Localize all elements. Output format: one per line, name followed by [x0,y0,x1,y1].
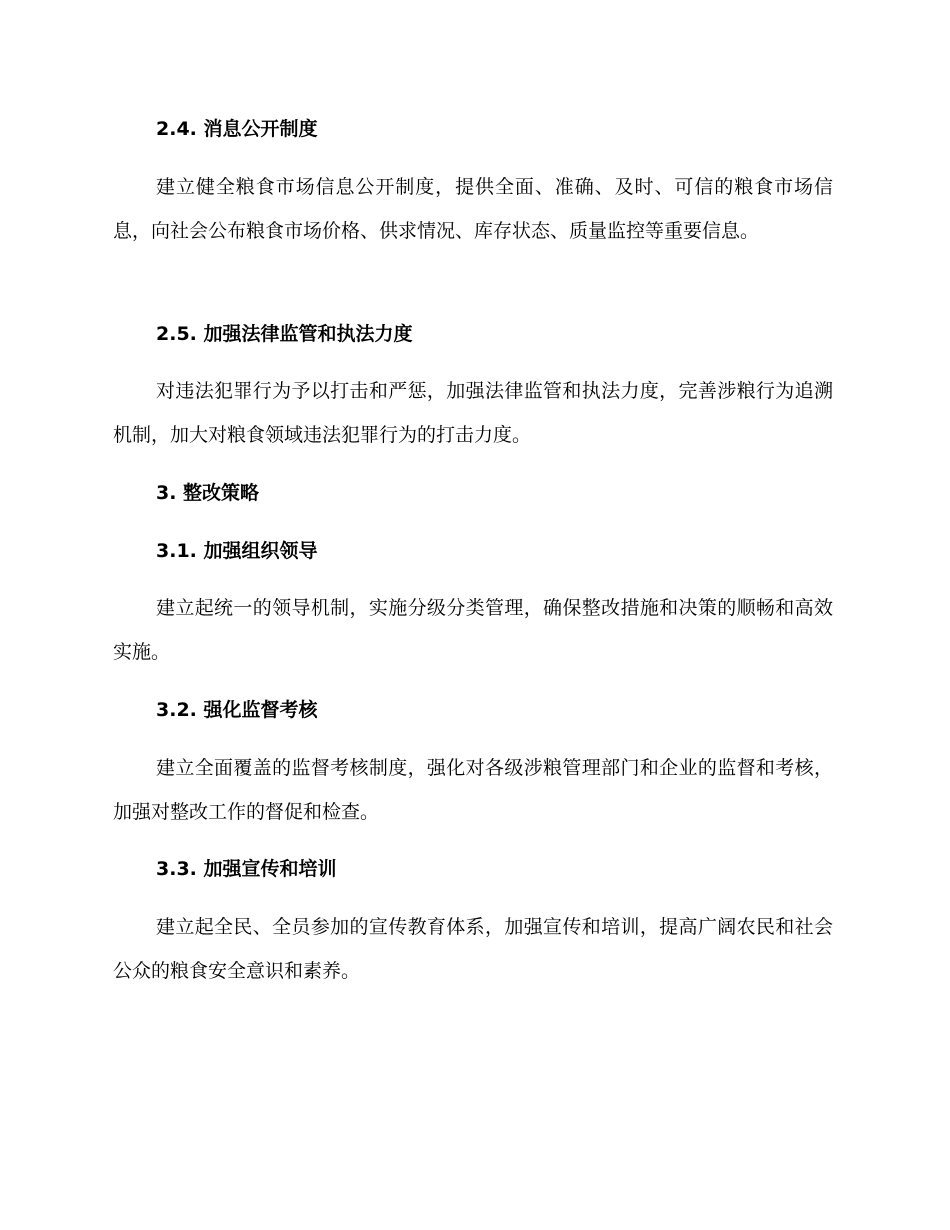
section-heading-3-3: 3.3. 加强宣传和培训 [156,858,337,880]
section-body-3-2: 建立全面覆盖的监督考核制度，强化对各级涉粮管理部门和企业的监督和考核，加强对整改工作的督促和检查。 [113,757,833,823]
section-body-3-1: 建立起统一的领导机制，实施分级分类管理，确保整改措施和决策的顺畅和高效实施。 [113,597,833,663]
section-heading-3: 3. 整改策略 [156,482,260,504]
section-heading-2-5: 2.5. 加强法律监管和执法力度 [156,323,413,345]
section-body-3-3: 建立起全民、全员参加的宣传教育体系，加强宣传和培训，提高广阔农民和社会公众的粮食安全意识和素养。 [113,916,833,982]
section-body-2-5: 对违法犯罪行为予以打击和严惩，加强法律监管和执法力度，完善涉粮行为追溯机制，加大对粮食领域违法犯罪行为的打击力度。 [113,380,833,446]
section-heading-2-4: 2.4. 消息公开制度 [156,118,318,140]
section-heading-3-2: 3.2. 强化监督考核 [156,699,318,721]
section-body-2-4: 建立健全粮食市场信息公开制度，提供全面、准确、及时、可信的粮食市场信息，向社会公布粮食市场价格、供求情况、库存状态、质量监控等重要信息。 [113,176,833,242]
section-heading-3-1: 3.1. 加强组织领导 [156,540,318,562]
